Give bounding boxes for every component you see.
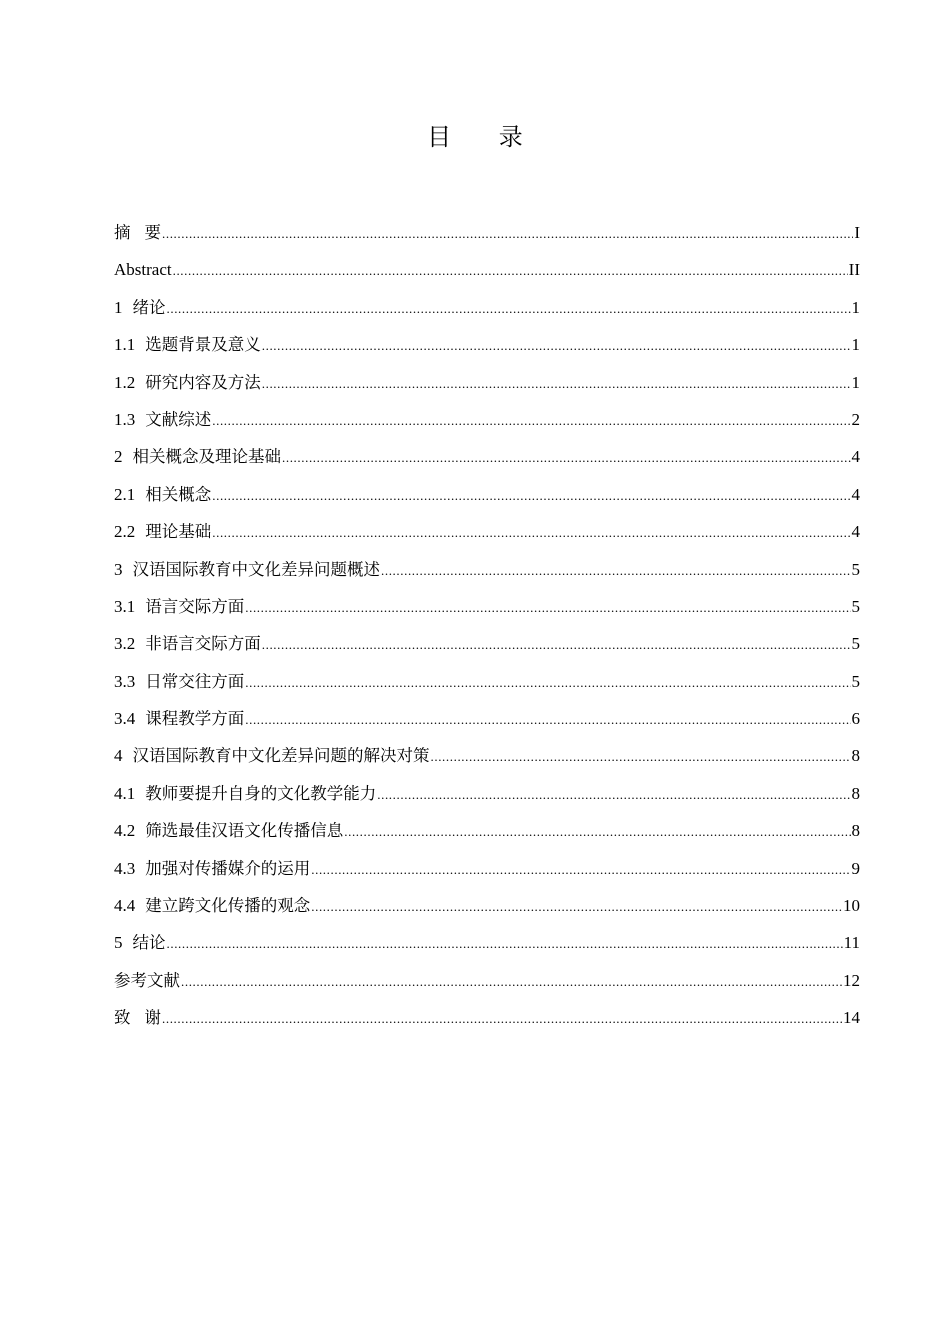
dot-leader — [173, 252, 848, 289]
toc-page-number: 1 — [851, 297, 860, 317]
toc-entry-text: 语言交际方面 — [145, 596, 245, 616]
toc-entry-label — [114, 588, 244, 625]
toc-entry-label — [114, 289, 166, 326]
section-number: 1.1 — [114, 335, 136, 355]
dot-leader — [311, 888, 842, 925]
dot-leader — [262, 327, 851, 364]
toc-entry-section-1-1[interactable] — [114, 326, 860, 363]
toc-entry-label — [114, 513, 211, 550]
dot-leader — [212, 514, 850, 551]
dot-leader — [181, 963, 842, 1000]
section-number: 2.2 — [114, 522, 136, 542]
toc-page-number: I — [854, 223, 860, 242]
toc-page-number: 4 — [851, 484, 860, 504]
toc-entry-text: 摘 — [114, 223, 145, 242]
toc-entry-label — [114, 476, 211, 513]
section-number: 3.2 — [114, 634, 136, 654]
dot-leader — [431, 738, 851, 775]
toc-entry-chapter-1[interactable] — [114, 289, 860, 326]
toc-page-number: II — [848, 260, 860, 280]
toc-entry-label — [114, 924, 166, 961]
section-number: 4.3 — [114, 858, 136, 878]
toc-page-number: 10 — [843, 896, 860, 916]
dot-leader — [245, 664, 850, 701]
dot-leader — [262, 365, 851, 402]
toc-entry-section-4-2[interactable] — [114, 812, 860, 849]
toc-entry-label — [114, 625, 261, 662]
section-number: 2.1 — [114, 484, 136, 504]
toc-entry-text-2: 谢 — [144, 1008, 161, 1028]
toc-page-number: 9 — [851, 858, 860, 878]
toc-entry-label — [114, 887, 310, 924]
toc-entry-text: 绪论 — [132, 297, 166, 317]
toc-entry-label — [114, 214, 161, 251]
toc-entry-label — [114, 812, 343, 849]
toc-entry-abstract-cn[interactable] — [114, 214, 860, 251]
dot-leader — [377, 776, 850, 813]
toc-entry-section-4-4[interactable] — [114, 887, 860, 924]
toc-entry-text: 教师要提升自身的文化教学能力 — [145, 783, 377, 803]
toc-page-number: 5 — [851, 671, 860, 691]
toc-page-number: 5 — [851, 634, 860, 654]
dot-leader — [167, 290, 851, 327]
dot-leader — [262, 626, 851, 663]
toc-entry-label — [114, 737, 430, 774]
toc-page-number: 14 — [843, 1008, 860, 1028]
dot-leader — [162, 215, 853, 252]
section-number: 2 — [114, 447, 123, 467]
dot-leader — [245, 589, 850, 626]
toc-entry-text: 相关概念及理论基础 — [132, 447, 281, 467]
dot-leader — [212, 402, 850, 439]
toc-page-number: 8 — [851, 821, 860, 841]
toc-entry-text: 结论 — [132, 933, 166, 953]
dot-leader — [381, 552, 851, 589]
toc-entry-text: 汉语国际教育中文化差异问题的解决对策 — [132, 746, 430, 766]
toc-page-number: 2 — [851, 409, 860, 429]
toc-entry-abstract-en[interactable] — [114, 251, 860, 288]
section-number: 1.2 — [114, 372, 136, 392]
toc-entry-label — [114, 438, 281, 475]
table-of-contents — [114, 214, 860, 1037]
toc-entry-section-3-3[interactable] — [114, 663, 860, 700]
toc-entry-text: 选题背景及意义 — [145, 335, 261, 355]
toc-entry-text: 筛选最佳汉语文化传播信息 — [145, 821, 344, 841]
section-number: 4.1 — [114, 783, 136, 803]
dot-leader — [212, 477, 850, 514]
toc-entry-section-1-2[interactable] — [114, 364, 860, 401]
toc-page-number: 5 — [851, 559, 860, 579]
page-title: 目 录 — [427, 123, 543, 151]
toc-entry-label — [114, 999, 161, 1036]
toc-page-number: 12 — [843, 970, 860, 990]
dot-leader — [162, 1000, 842, 1037]
toc-page-number: 4 — [851, 447, 860, 467]
toc-entry-text-2: 要 — [144, 223, 161, 242]
section-number: 1.3 — [114, 409, 136, 429]
section-number: 4.2 — [114, 821, 136, 841]
dot-leader — [245, 701, 850, 738]
dot-leader — [167, 925, 843, 962]
toc-entry-text: 致 — [114, 1008, 145, 1028]
toc-page-number: 1 — [851, 335, 860, 355]
toc-entry-label — [114, 251, 172, 288]
toc-page-number: 5 — [851, 596, 860, 616]
toc-page-number: 8 — [851, 783, 860, 803]
toc-entry-label — [114, 962, 180, 999]
toc-entry-section-4-3[interactable] — [114, 850, 860, 887]
toc-entry-text: Abstract — [114, 260, 172, 280]
toc-entry-text: 文献综述 — [145, 409, 212, 429]
toc-entry-label — [114, 850, 310, 887]
toc-entry-text: 加强对传播媒介的运用 — [145, 858, 311, 878]
toc-entry-text: 汉语国际教育中文化差异问题概述 — [132, 559, 380, 579]
dot-leader — [282, 439, 851, 476]
section-number: 3.4 — [114, 709, 136, 729]
toc-entry-text: 建立跨文化传播的观念 — [145, 896, 311, 916]
toc-entry-label — [114, 551, 380, 588]
section-number: 4 — [114, 746, 123, 766]
section-number: 3.1 — [114, 596, 136, 616]
section-number: 4.4 — [114, 896, 136, 916]
toc-entry-section-1-3[interactable] — [114, 401, 860, 438]
toc-page-number: 4 — [851, 522, 860, 542]
toc-entry-section-3-2[interactable] — [114, 625, 860, 662]
toc-entry-text: 理论基础 — [145, 522, 212, 542]
toc-entry-chapter-3[interactable] — [114, 551, 860, 588]
section-number: 1 — [114, 297, 123, 317]
toc-entry-label — [114, 326, 261, 363]
toc-entry-section-3-1[interactable] — [114, 588, 860, 625]
toc-entry-chapter-4[interactable] — [114, 737, 860, 774]
toc-page-number: 8 — [851, 746, 860, 766]
toc-entry-label — [114, 700, 244, 737]
toc-entry-section-2-2[interactable] — [114, 513, 860, 550]
toc-entry-label — [114, 775, 376, 812]
toc-entry-section-3-4[interactable] — [114, 700, 860, 737]
toc-page-number: 11 — [843, 933, 860, 953]
toc-entry-acknowledgements[interactable] — [114, 999, 860, 1036]
toc-entry-label — [114, 663, 244, 700]
toc-entry-chapter-5[interactable] — [114, 924, 860, 961]
toc-entry-text: 研究内容及方法 — [145, 372, 261, 392]
toc-entry-label — [114, 401, 211, 438]
toc-entry-text: 相关概念 — [145, 484, 212, 504]
section-number: 3 — [114, 559, 123, 579]
toc-entry-text: 非语言交际方面 — [145, 634, 261, 654]
toc-entry-section-2-1[interactable] — [114, 476, 860, 513]
toc-page-number: 1 — [851, 372, 860, 392]
toc-entry-references[interactable] — [114, 962, 860, 999]
toc-entry-chapter-2[interactable] — [114, 438, 860, 475]
toc-entry-section-4-1[interactable] — [114, 775, 860, 812]
toc-entry-label — [114, 364, 261, 401]
toc-entry-text: 参考文献 — [114, 970, 180, 990]
section-number: 5 — [114, 933, 123, 953]
section-number: 3.3 — [114, 671, 136, 691]
toc-entry-text: 课程教学方面 — [145, 709, 245, 729]
dot-leader — [344, 813, 850, 850]
dot-leader — [311, 851, 850, 888]
toc-page-number: 6 — [851, 709, 860, 729]
toc-entry-text: 日常交往方面 — [145, 671, 245, 691]
